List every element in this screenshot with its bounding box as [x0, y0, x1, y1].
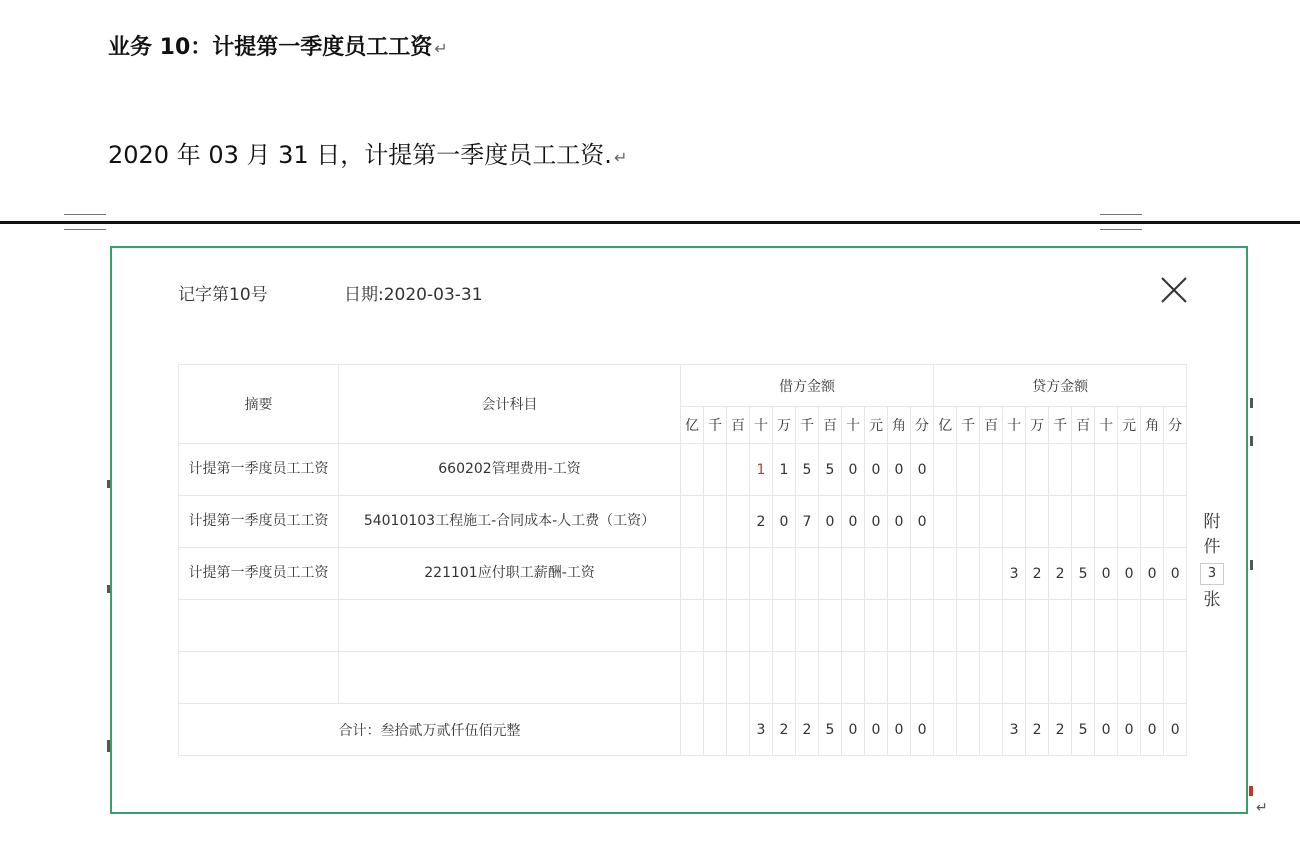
credit-digit-cell[interactable] — [980, 548, 1003, 600]
crop-mark-right — [1100, 214, 1142, 230]
debit-digit-cell[interactable] — [681, 652, 704, 704]
debit-digit-header: 角 — [888, 407, 911, 444]
account-cell[interactable] — [339, 600, 681, 652]
table-row[interactable] — [179, 600, 1187, 652]
voucher-number: 记字第10号 — [178, 285, 268, 305]
credit-digit-cell[interactable] — [934, 652, 957, 704]
debit-digit-cell[interactable]: 0 — [865, 496, 888, 548]
debit-digit-header: 十 — [750, 407, 773, 444]
debit-digit-cell[interactable] — [727, 444, 750, 496]
credit-digit-cell[interactable] — [1003, 652, 1026, 704]
debit-digit-cell[interactable] — [911, 600, 934, 652]
account-cell[interactable]: 54010103工程施工-合同成本-人工费（工资） — [339, 496, 681, 548]
debit-digit-cell[interactable]: 7 — [796, 496, 819, 548]
credit-digit-header: 百 — [980, 407, 1003, 444]
debit-digit-cell[interactable]: 0 — [865, 444, 888, 496]
crop-mark-left — [64, 214, 106, 230]
total-debit-digit — [727, 704, 750, 756]
debit-digit-cell[interactable] — [773, 652, 796, 704]
debit-digit-cell[interactable] — [911, 548, 934, 600]
credit-digit-cell[interactable] — [1095, 496, 1118, 548]
credit-digit-cell[interactable]: 3 — [1003, 548, 1026, 600]
debit-digit-cell[interactable] — [704, 652, 727, 704]
credit-digit-cell[interactable] — [1164, 652, 1187, 704]
credit-digit-cell[interactable] — [1003, 600, 1026, 652]
debit-digit-cell[interactable]: 0 — [911, 444, 934, 496]
summary-cell[interactable] — [179, 600, 339, 652]
total-credit-digit: 2 — [1049, 704, 1072, 756]
credit-digit-cell[interactable] — [1141, 600, 1164, 652]
debit-digit-cell[interactable] — [865, 600, 888, 652]
document-heading: 业务 10：计提第一季度员工工资 ↵ — [108, 35, 448, 60]
debit-digit-cell[interactable]: 0 — [842, 444, 865, 496]
debit-digit-cell[interactable] — [681, 496, 704, 548]
voucher-table — [178, 364, 1187, 756]
credit-digit-header: 百 — [1072, 407, 1095, 444]
debit-digit-cell[interactable] — [750, 548, 773, 600]
credit-digit-header: 千 — [1049, 407, 1072, 444]
credit-digit-cell[interactable] — [934, 496, 957, 548]
credit-digit-cell[interactable] — [1095, 652, 1118, 704]
header-summary: 摘要 — [179, 365, 339, 444]
debit-digit-cell[interactable] — [888, 600, 911, 652]
header-account: 会计科目 — [339, 365, 681, 444]
credit-digit-cell[interactable] — [980, 444, 1003, 496]
total-debit-digit — [704, 704, 727, 756]
credit-digit-cell[interactable]: 0 — [1141, 548, 1164, 600]
debit-digit-cell[interactable] — [796, 652, 819, 704]
credit-digit-cell[interactable] — [1026, 444, 1049, 496]
credit-digit-cell[interactable]: 2 — [1049, 548, 1072, 600]
credit-digit-cell[interactable] — [980, 496, 1003, 548]
debit-digit-cell[interactable] — [819, 652, 842, 704]
debit-digit-cell[interactable] — [681, 548, 704, 600]
header-debit: 借方金额 — [681, 365, 934, 407]
credit-digit-cell[interactable] — [1118, 600, 1141, 652]
header-credit: 贷方金额 — [934, 365, 1187, 407]
total-credit-digit: 2 — [1026, 704, 1049, 756]
debit-digit-cell[interactable] — [773, 600, 796, 652]
total-debit-digit: 0 — [865, 704, 888, 756]
credit-digit-cell[interactable] — [1026, 496, 1049, 548]
debit-digit-header: 元 — [865, 407, 888, 444]
debit-digit-cell[interactable] — [727, 652, 750, 704]
debit-digit-cell[interactable]: 0 — [773, 496, 796, 548]
credit-digit-cell[interactable] — [1049, 496, 1072, 548]
credit-digit-cell[interactable] — [934, 444, 957, 496]
credit-digit-cell[interactable] — [957, 548, 980, 600]
debit-digit-cell[interactable] — [727, 496, 750, 548]
total-credit-digit: 0 — [1141, 704, 1164, 756]
credit-digit-header: 万 — [1026, 407, 1049, 444]
debit-digit-header: 百 — [727, 407, 750, 444]
account-cell[interactable] — [339, 652, 681, 704]
total-debit-digit: 2 — [796, 704, 819, 756]
credit-digit-header: 亿 — [934, 407, 957, 444]
credit-digit-cell[interactable] — [1118, 444, 1141, 496]
debit-digit-header: 万 — [773, 407, 796, 444]
debit-digit-cell[interactable]: 5 — [819, 444, 842, 496]
credit-digit-header: 元 — [1118, 407, 1141, 444]
table-row[interactable] — [179, 496, 1187, 548]
credit-digit-header: 十 — [1003, 407, 1026, 444]
credit-digit-header: 千 — [957, 407, 980, 444]
paragraph-mark: ↵ — [434, 39, 448, 58]
debit-digit-cell[interactable] — [681, 600, 704, 652]
debit-digit-cell[interactable]: 0 — [888, 496, 911, 548]
table-row[interactable] — [179, 548, 1187, 600]
debit-digit-cell[interactable] — [704, 600, 727, 652]
total-credit-digit — [934, 704, 957, 756]
total-credit-digit: 0 — [1164, 704, 1187, 756]
attachments-label: 附件 — [1203, 512, 1221, 557]
debit-digit-cell[interactable] — [888, 548, 911, 600]
debit-digit-cell[interactable] — [704, 548, 727, 600]
credit-digit-cell[interactable] — [1049, 600, 1072, 652]
debit-digit-cell[interactable]: 2 — [750, 496, 773, 548]
credit-digit-cell[interactable] — [980, 652, 1003, 704]
debit-digit-cell[interactable]: 1 — [750, 444, 773, 496]
paragraph-mark: ↵ — [613, 148, 628, 167]
credit-digit-cell[interactable] — [1095, 444, 1118, 496]
total-label: 合计：叁拾贰万贰仟伍佰元整 — [179, 704, 681, 756]
debit-digit-cell[interactable] — [819, 548, 842, 600]
credit-digit-cell[interactable] — [1049, 652, 1072, 704]
credit-digit-cell[interactable] — [957, 496, 980, 548]
total-credit-digit: 0 — [1095, 704, 1118, 756]
debit-digit-cell[interactable]: 0 — [888, 444, 911, 496]
credit-digit-header: 十 — [1095, 407, 1118, 444]
credit-digit-cell[interactable]: 0 — [1164, 548, 1187, 600]
debit-digit-cell[interactable]: 1 — [773, 444, 796, 496]
credit-digit-cell[interactable] — [957, 652, 980, 704]
total-credit-digit: 0 — [1118, 704, 1141, 756]
credit-digit-cell[interactable] — [1026, 600, 1049, 652]
debit-digit-header: 亿 — [681, 407, 704, 444]
credit-digit-cell[interactable]: 2 — [1026, 548, 1049, 600]
total-credit-digit: 3 — [1003, 704, 1026, 756]
debit-digit-cell[interactable] — [681, 444, 704, 496]
attachments-count[interactable]: 3 — [1200, 563, 1224, 585]
close-icon[interactable] — [1156, 272, 1192, 308]
credit-digit-cell[interactable] — [1118, 652, 1141, 704]
credit-digit-cell[interactable] — [957, 600, 980, 652]
debit-digit-cell[interactable] — [842, 600, 865, 652]
credit-digit-cell[interactable] — [1118, 496, 1141, 548]
credit-digit-cell[interactable] — [1072, 496, 1095, 548]
summary-cell[interactable] — [179, 652, 339, 704]
cursor-marker — [1249, 786, 1253, 796]
debit-digit-header: 千 — [704, 407, 727, 444]
debit-digit-cell[interactable] — [865, 652, 888, 704]
credit-digit-header: 分 — [1164, 407, 1187, 444]
debit-digit-header: 十 — [842, 407, 865, 444]
debit-digit-cell[interactable]: 5 — [796, 444, 819, 496]
credit-digit-cell[interactable] — [934, 600, 957, 652]
voucher-date: 日期:2020-03-31 — [344, 285, 483, 305]
total-credit-digit — [980, 704, 1003, 756]
credit-digit-cell[interactable] — [1003, 496, 1026, 548]
document-paragraph: 2020 年 03 月 31 日，计提第一季度员工工资. ↵ — [108, 141, 628, 169]
debit-digit-cell[interactable] — [842, 548, 865, 600]
attachments — [1200, 510, 1224, 613]
debit-digit-cell[interactable] — [727, 600, 750, 652]
total-credit-digit: 5 — [1072, 704, 1095, 756]
debit-digit-header: 百 — [819, 407, 842, 444]
credit-digit-cell[interactable] — [934, 548, 957, 600]
account-cell[interactable]: 660202管理费用-工资 — [339, 444, 681, 496]
debit-digit-cell[interactable]: 0 — [911, 496, 934, 548]
total-debit-digit: 0 — [888, 704, 911, 756]
total-debit-digit — [681, 704, 704, 756]
total-debit-digit: 3 — [750, 704, 773, 756]
debit-digit-cell[interactable] — [796, 548, 819, 600]
total-debit-digit: 0 — [842, 704, 865, 756]
summary-cell[interactable]: 计提第一季度员工工资 — [179, 496, 339, 548]
debit-digit-cell[interactable] — [704, 496, 727, 548]
debit-digit-cell[interactable] — [796, 600, 819, 652]
debit-digit-cell[interactable] — [819, 600, 842, 652]
debit-digit-cell[interactable]: 0 — [842, 496, 865, 548]
credit-digit-cell[interactable] — [980, 600, 1003, 652]
credit-digit-cell[interactable] — [1141, 496, 1164, 548]
voucher-dialog — [110, 246, 1248, 814]
credit-digit-cell[interactable] — [1003, 444, 1026, 496]
debit-digit-cell[interactable]: 0 — [819, 496, 842, 548]
debit-digit-cell[interactable] — [865, 548, 888, 600]
credit-digit-cell[interactable]: 0 — [1118, 548, 1141, 600]
debit-digit-cell[interactable] — [911, 652, 934, 704]
credit-digit-cell[interactable] — [1072, 652, 1095, 704]
credit-digit-cell[interactable] — [1049, 444, 1072, 496]
table-row[interactable] — [179, 444, 1187, 496]
credit-digit-cell[interactable] — [957, 444, 980, 496]
debit-digit-cell[interactable] — [842, 652, 865, 704]
credit-digit-header: 角 — [1141, 407, 1164, 444]
credit-digit-cell[interactable] — [1072, 444, 1095, 496]
debit-digit-cell[interactable] — [773, 548, 796, 600]
paragraph-mark-end: ↵ — [1256, 800, 1268, 816]
debit-digit-cell[interactable] — [750, 600, 773, 652]
credit-digit-cell[interactable] — [1141, 652, 1164, 704]
debit-digit-cell[interactable] — [727, 548, 750, 600]
credit-digit-cell[interactable] — [1026, 652, 1049, 704]
credit-digit-cell[interactable] — [1164, 496, 1187, 548]
account-cell[interactable]: 221101应付职工薪酬-工资 — [339, 548, 681, 600]
summary-cell[interactable]: 计提第一季度员工工资 — [179, 444, 339, 496]
debit-digit-cell[interactable] — [888, 652, 911, 704]
credit-digit-cell[interactable] — [1095, 600, 1118, 652]
credit-digit-cell[interactable]: 5 — [1072, 548, 1095, 600]
attachments-unit: 张 — [1203, 590, 1221, 610]
credit-digit-cell[interactable] — [1072, 600, 1095, 652]
table-row[interactable] — [179, 652, 1187, 704]
credit-digit-cell[interactable] — [1141, 444, 1164, 496]
summary-cell[interactable]: 计提第一季度员工工资 — [179, 548, 339, 600]
credit-digit-cell[interactable]: 0 — [1095, 548, 1118, 600]
debit-digit-cell[interactable] — [750, 652, 773, 704]
credit-digit-cell[interactable] — [1164, 600, 1187, 652]
debit-digit-header: 千 — [796, 407, 819, 444]
total-credit-digit — [957, 704, 980, 756]
debit-digit-cell[interactable] — [704, 444, 727, 496]
total-debit-digit: 0 — [911, 704, 934, 756]
total-debit-digit: 2 — [773, 704, 796, 756]
debit-digit-header: 分 — [911, 407, 934, 444]
total-debit-digit: 5 — [819, 704, 842, 756]
credit-digit-cell[interactable] — [1164, 444, 1187, 496]
